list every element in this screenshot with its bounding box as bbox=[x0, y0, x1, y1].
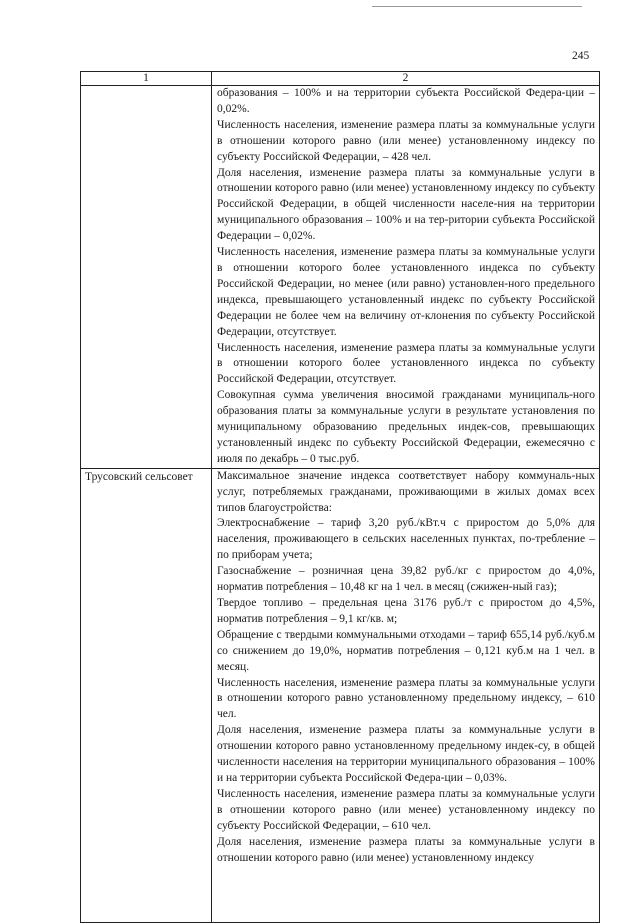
table-header-row bbox=[81, 72, 600, 86]
municipality-name: Трусовский сельсовет bbox=[81, 468, 212, 922]
table-row bbox=[81, 468, 600, 922]
column-header-2: 2 bbox=[212, 72, 600, 86]
paragraph: Максимальное значение индекса соответствует набору коммуналь-ных услуг, потребляемых гражданами, проживающими в жилых домах всех типов благоустройства: bbox=[217, 469, 595, 514]
paragraph: Твердое топливо – предельная цена 3176 руб./т с приростом до 4,5%, норматив потребления – 9,1 кг/кв. м; bbox=[217, 597, 595, 625]
paragraph: Численность населения, изменение размера платы за коммунальные услуги в отношении которого равно (или менее) установленному индексу по субъекту Российской Федерации, – 428 чел. bbox=[217, 118, 595, 163]
page-number: 245 bbox=[572, 50, 590, 62]
description-cell bbox=[212, 86, 600, 469]
paragraph: Доля населения, изменение размера платы за коммунальные услуги в отношении которого равно (или менее) установленному индексу bbox=[217, 835, 595, 864]
paragraph: Совокупная сумма увеличения вносимой гражданами муниципаль-ного образования платы за коммунальные услуги в результате установления по муниципальному образованию предельных индек-сов, превышающих установленный индекс по субъекту Российской Федерации, ежемесячно с июля по декабрь – 0 тыс.руб. bbox=[217, 389, 595, 465]
table-row bbox=[81, 86, 600, 469]
column-header-1: 1 bbox=[81, 72, 212, 86]
paragraph: Численность населения, изменение размера платы за коммунальные услуги в отношении которого более установленного индекса по субъекту Российской Федерации, но менее (или равно) установлен-ного предельного индекса, превышающего установленный индекс по субъекту Российской Федерации не более чем на величину от-клонения по субъекту Российской Федерации, отсутствует. bbox=[217, 246, 595, 338]
paragraph: образования – 100% и на территории субъекта Российской Федера-ции – 0,02%. bbox=[217, 87, 595, 115]
paragraph: Численность населения, изменение размера платы за коммунальные услуги в отношении которого равно установленному предельному индексу, – 610 чел. bbox=[217, 676, 595, 721]
paragraph: Численность населения, изменение размера платы за коммунальные услуги в отношении которого равно (или менее) установленному индексу по субъекту Российской Федерации, – 610 чел. bbox=[217, 787, 595, 832]
scan-edge-line bbox=[372, 6, 582, 7]
document-table bbox=[80, 71, 600, 923]
paragraph: Газоснабжение – розничная цена 39,82 руб./кг с приростом до 4,0%, норматив потребления – 10,48 кг на 1 чел. в месяц (сжижен-ный газ); bbox=[217, 565, 595, 594]
paragraph: Доля населения, изменение размера платы за коммунальные услуги в отношении которого равно установленному предельному индек-су, в общей численности населения на территории муниципального образования – 100% и на территории субъекта Российской Федера-ции – 0,03%. bbox=[217, 724, 595, 784]
paragraph: Численность населения, изменение размера платы за коммунальные услуги в отношении которого более установленного индекса по субъекту Российской Федерации, отсутствует. bbox=[217, 341, 595, 386]
description-cell bbox=[212, 468, 600, 922]
paragraph: Электроснабжение – тариф 3,20 руб./кВт.ч с приростом до 5,0% для населения, проживающего в сельских населенных пунктах, по-требление – по приборам учета; bbox=[217, 517, 595, 562]
paragraph: Доля населения, изменение размера платы за коммунальные услуги в отношении которого равно (или менее) установленному индексу по субъекту Российской Федерации, в общей численности населе-ния на территории муниципального образования – 100% и на тер-ритории субъекта Российской Федерации – 0,02%. bbox=[217, 166, 595, 243]
paragraph: Обращение с твердыми коммунальными отходами – тариф 655,14 руб./куб.м со снижением до 19,0%, норматив потребления – 0,121 куб.м на 1 чел. в месяц. bbox=[217, 628, 595, 673]
municipality-name bbox=[81, 86, 212, 469]
